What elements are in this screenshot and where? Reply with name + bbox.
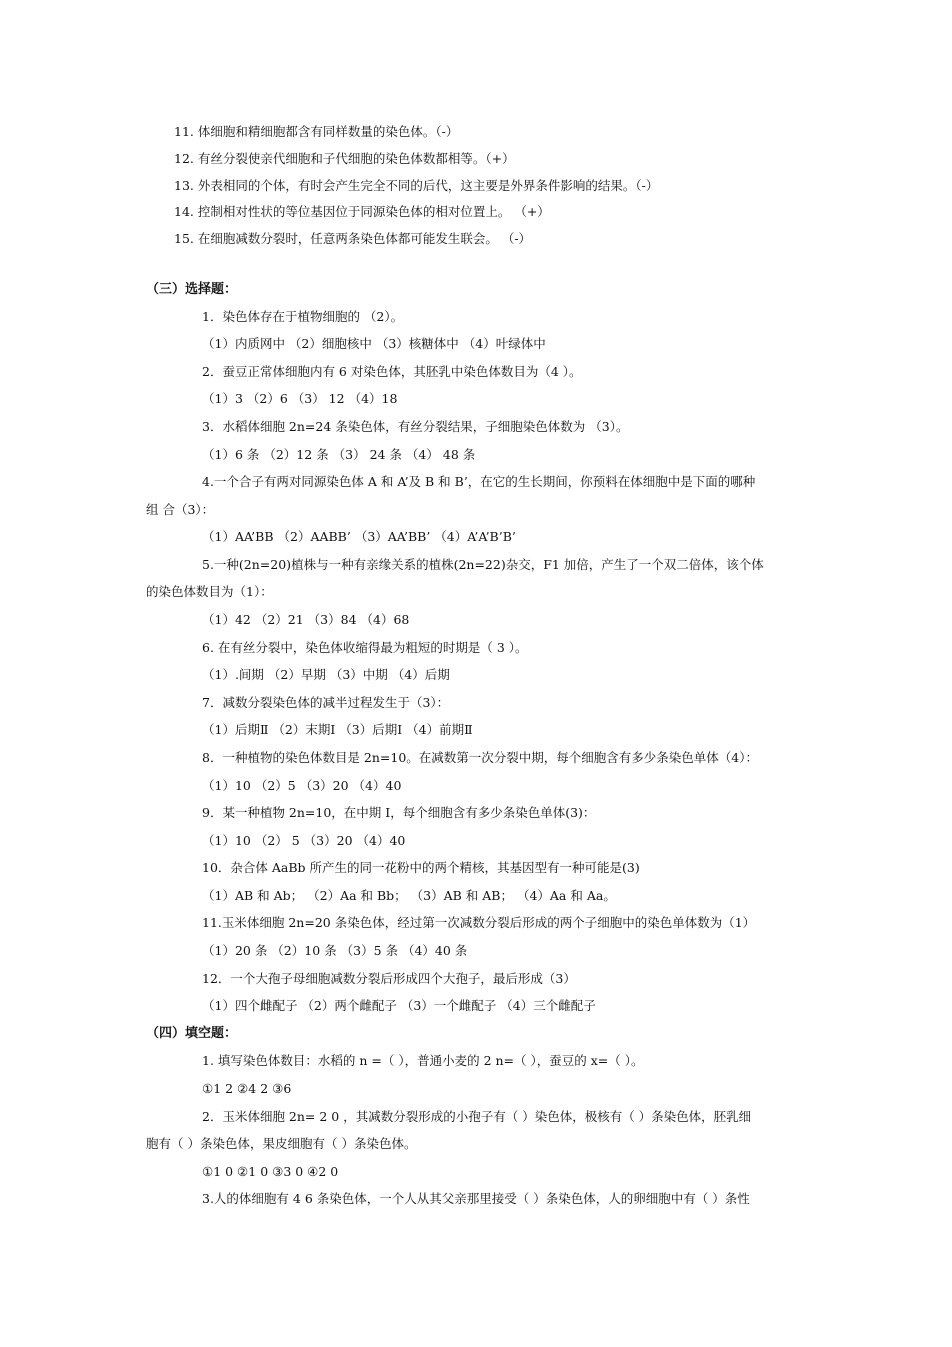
fill-question-2-answers: ①1 0 ②1 0 ③3 0 ④2 0 xyxy=(202,1164,339,1179)
section-heading-fill-in: （四）填空题： xyxy=(146,1026,238,1041)
question-4-options: （1）AA’BB （2）AABB’ （3）AA’BB’ （4）A’A’B’B’ xyxy=(202,529,516,544)
fill-question-1: 1. 填写染色体数目：水稻的 n =（ ），普通小麦的 2 n=（ ），蚕豆的 x=（ ）。 xyxy=(202,1053,644,1068)
section-heading-choice: （三）选择题： xyxy=(146,282,238,297)
question-11-options: （1）20 条 （2）10 条 （3）5 条 （4）40 条 xyxy=(202,943,468,958)
question-9: 9．某一种植物 2n=10，在中期 I，每个细胞含有多少条染色单体(3)： xyxy=(202,805,596,820)
tf-item-12: 12. 有丝分裂使亲代细胞和子代细胞的染色体数都相等。（+） xyxy=(174,151,515,166)
fill-question-2-continuation: 胞有（ ）条染色体，果皮细胞有（ ）条染色体。 xyxy=(146,1136,417,1151)
question-6-options: （1）.间期 （2）早期 （3）中期 （4）后期 xyxy=(202,667,450,682)
question-11: 11.玉米体细胞 2n=20 条染色体，经过第一次减数分裂后形成的两个子细胞中的染色单体数为（1） xyxy=(202,915,756,930)
question-4: 4.一个合子有两对同源染色体 A 和 A’及 B 和 B’，在它的生长期间，你预料在体细胞中是下面的哪种 xyxy=(202,474,756,489)
question-10: 10．杂合体 AaBb 所产生的同一花粉中的两个精核，其基因型有一种可能是(3) xyxy=(202,860,640,875)
fill-question-3: 3.人的体细胞有 4 6 条染色体，一个人从其父亲那里接受（ ）条染色体，人的卵细胞中有（ ）条性 xyxy=(202,1191,750,1206)
question-5: 5.一种(2n=20)植株与一种有亲缘关系的植株(2n=22)杂交，F1 加倍，产生了一个双二倍体，该个体 xyxy=(202,557,764,572)
question-3: 3．水稻体细胞 2n=24 条染色体，有丝分裂结果，子细胞染色体数为 （3）。 xyxy=(202,419,629,434)
question-10-options: （1）AB 和 Ab； （2）Aa 和 Bb； （3）AB 和 AB； （4）Aa 和 Aa。 xyxy=(202,888,616,903)
question-12-options: （1）四个雌配子 （2）两个雌配子 （3）一个雌配子 （4）三个雌配子 xyxy=(202,998,596,1013)
question-4-continuation: 组 合（3）： xyxy=(146,502,215,517)
question-1-options: （1）内质网中 （2）细胞核中 （3）核糖体中 （4）叶绿体中 xyxy=(202,336,546,351)
question-8-options: （1）10 （2）5 （3）20 （4）40 xyxy=(202,778,402,793)
question-8: 8．一种植物的染色体数目是 2n=10。在减数第一次分裂中期，每个细胞含有多少条染色单体（4）： xyxy=(202,750,759,765)
question-5-continuation: 的染色体数目为（1）： xyxy=(146,584,273,599)
question-7: 7．减数分裂染色体的减半过程发生于（3）： xyxy=(202,695,450,710)
question-3-options: （1）6 条 （2）12 条 （3） 24 条 （4） 48 条 xyxy=(202,447,476,462)
tf-item-13: 13. 外表相同的个体，有时会产生完全不同的后代，这主要是外界条件影响的结果。（-） xyxy=(174,178,659,193)
tf-item-15: 15. 在细胞减数分裂时，任意两条染色体都可能发生联会。 （-） xyxy=(174,231,532,246)
question-2-options: （1）3 （2）6 （3） 12 （4）18 xyxy=(202,391,398,406)
fill-question-2: 2．玉米体细胞 2n= 2 0 ，其减数分裂形成的小孢子有（ ）染色体，极核有（ ）条染色体，胚乳细 xyxy=(202,1109,752,1124)
question-1: 1．染色体存在于植物细胞的 （2）。 xyxy=(202,309,404,324)
tf-item-11: 11. 体细胞和精细胞都含有同样数量的染色体。（-） xyxy=(174,124,459,139)
question-6: 6. 在有丝分裂中，染色体收缩得最为粗短的时期是（ 3 ）。 xyxy=(202,640,528,655)
tf-item-14: 14. 控制相对性状的等位基因位于同源染色体的相对位置上。 （+） xyxy=(174,204,550,219)
question-7-options: （1）后期Ⅱ （2）末期Ⅰ （3）后期Ⅰ （4）前期Ⅱ xyxy=(202,722,473,737)
question-2: 2．蚕豆正常体细胞内有 6 对染色体，其胚乳中染色体数目为（4 ）。 xyxy=(202,364,582,379)
fill-question-1-answers: ①1 2 ②4 2 ③6 xyxy=(202,1081,292,1096)
question-12: 12．一个大孢子母细胞减数分裂后形成四个大孢子，最后形成（3） xyxy=(202,971,576,986)
question-9-options: （1）10 （2） 5 （3）20 （4）40 xyxy=(202,833,406,848)
question-5-options: （1）42 （2）21 （3）84 （4）68 xyxy=(202,612,410,627)
